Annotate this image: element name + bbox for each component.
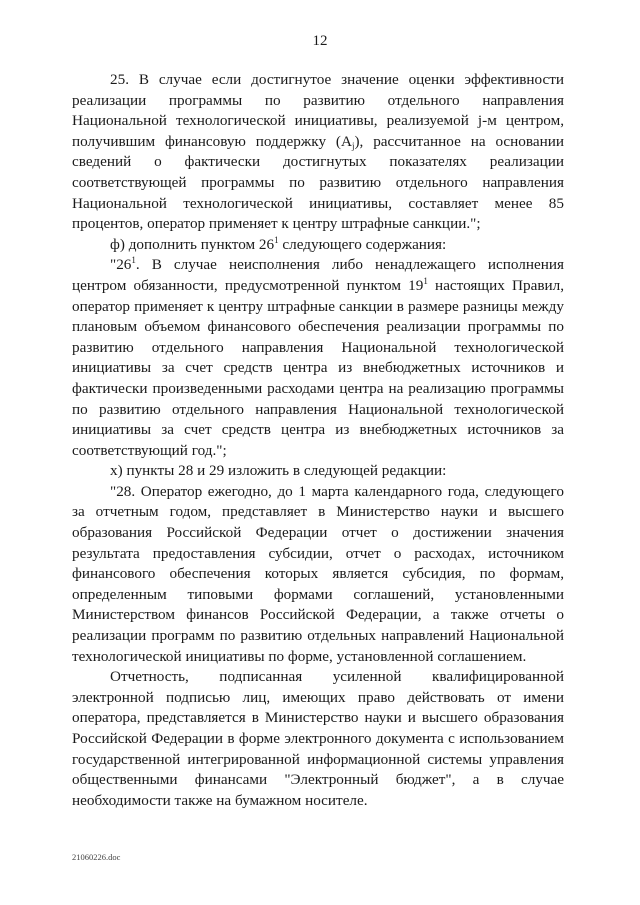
paragraph-26-1-superscript-2: 1 <box>423 275 428 286</box>
paragraph-26-1 <box>72 255 564 461</box>
page-number: 12 <box>312 33 328 49</box>
document-body <box>72 70 564 811</box>
footer-file-name: 21060226.doc <box>72 852 121 862</box>
paragraph-26-1-text-b: . В случае неисполнения либо ненадлежащего исполнения центром обязанности, предусмотренной пунктом 19 <box>72 256 564 294</box>
paragraph-26-1-text-a: "26 <box>110 256 132 274</box>
paragraph-f-text-b: следующего содержания: <box>278 235 447 253</box>
paragraph-26-1-superscript-1: 1 <box>131 255 136 266</box>
paragraph-25-text-a: 25. В случае если достигнутое значение оценки эффективности реализации программы по развитию отдельного направления Национальной технологической инициативы, реализуемой j-м центром, получившим финансовую поддержку (A <box>72 71 564 150</box>
paragraph-25-subscript: j <box>351 140 355 151</box>
paragraph-26-1-text-c: настоящих Правил, оператор применяет к центру штрафные санкции в размере разницы между плановым объемом финансового обеспечения реализации программы по развитию отдельного направления Национальной технологической инициативы за счет средств центра из внебюджетных источников и фактически произведенными расходами центра на реализацию программы по развитию отдельного направления Национальной технологической инициативы за счет средств центра из внебюджетных источников за соответствующий год."; <box>72 276 564 459</box>
paragraph-28: "28. Оператор ежегодно, до 1 марта календарного года, следующего за отчетным годом, представляет в Министерство науки и высшего образования Российской Федерации отчет о достижении значения результата предоставления субсидии, отчет о расходах, источником финансового обеспечения которых является субсидия, по формам, определенным типовыми формами соглашений, установленными Министерством финансов Российской Федерации, а также отчеты о реализации программ по развитию отдельных направлений Национальной технологической инициативы по форме, установленной соглашением. <box>72 482 564 665</box>
paragraph-f-superscript: 1 <box>274 234 279 245</box>
paragraph-25 <box>72 70 564 235</box>
paragraph-reporting: Отчетность, подписанная усиленной квалифицированной электронной подписью лиц, имеющих право действовать от имени оператора, представляется в Министерство науки и высшего образования Российской Федерации в форме электронного документа с использованием государственной интегрированной информационной системы управления общественными финансами "Электронный бюджет", а в случае необходимости также на бумажном носителе. <box>72 668 564 809</box>
paragraph-f <box>72 235 564 256</box>
paragraph-25-text-b: ), рассчитанное на основании сведений о фактически достигнутых показателях реализации соответствующей программы по развитию отдельного направления Национальной технологической инициативы, составляет менее 85 процентов, оператор применяет к центру штрафные санкции."; <box>72 132 564 233</box>
paragraph-f-text-a: ф) дополнить пунктом 26 <box>110 235 275 253</box>
paragraph-kh: х) пункты 28 и 29 изложить в следующей редакции: <box>110 462 447 480</box>
